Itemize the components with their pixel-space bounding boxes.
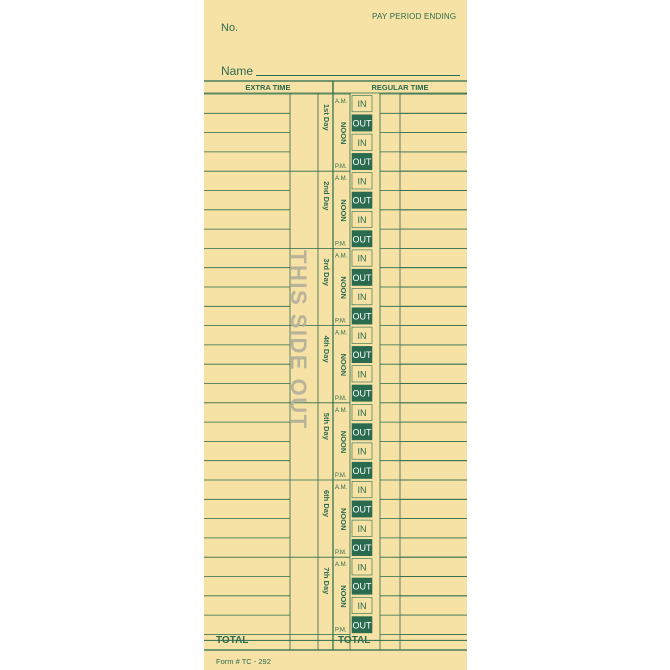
in-label: IN: [357, 523, 367, 534]
am-marker: A.M.: [335, 407, 348, 414]
out-label: OUT: [352, 427, 372, 438]
in-label: IN: [357, 176, 367, 187]
noon-marker: NOON: [339, 430, 348, 454]
day-label: 4th Day: [322, 335, 331, 363]
day-label: 6th Day: [322, 490, 331, 518]
out-label: OUT: [352, 543, 372, 554]
noon-marker: NOON: [339, 122, 348, 145]
day-label: 2nd Day: [322, 181, 331, 211]
in-label: IN: [357, 562, 367, 573]
out-label: OUT: [352, 157, 372, 168]
card-number-label: No.: [221, 22, 239, 34]
in-label: IN: [357, 253, 367, 264]
watermark-text: THIS SIDE OUT: [286, 250, 311, 430]
day-label: 5th Day: [322, 412, 331, 440]
out-label: OUT: [352, 118, 372, 129]
in-label: IN: [357, 214, 367, 225]
day-label: 3rd Day: [322, 258, 331, 286]
out-label: OUT: [352, 504, 372, 515]
form-number: Form # TC - 292: [216, 657, 271, 666]
in-label: IN: [357, 292, 367, 303]
noon-marker: NOON: [339, 276, 348, 299]
out-label: OUT: [352, 388, 372, 399]
regular-time-total-label: TOTAL: [338, 635, 371, 646]
day-label: 1st Day: [322, 104, 331, 131]
regular-time-header: REGULAR TIME: [371, 83, 429, 92]
pm-marker: P.M.: [335, 473, 347, 479]
name-label: Name: [221, 64, 254, 78]
time-grid: [204, 0, 467, 670]
out-label: OUT: [352, 465, 372, 476]
am-marker: A.M.: [335, 330, 348, 337]
out-label: OUT: [352, 195, 372, 206]
am-marker: A.M.: [335, 485, 348, 491]
noon-marker: NOON: [339, 508, 348, 531]
pm-marker: P.M.: [335, 318, 347, 325]
out-label: OUT: [352, 581, 372, 592]
out-label: OUT: [352, 350, 372, 361]
am-marker: A.M.: [335, 253, 348, 260]
pm-marker: P.M.: [335, 550, 347, 557]
am-marker: A.M.: [335, 176, 348, 183]
am-marker: A.M.: [335, 99, 348, 105]
in-label: IN: [357, 446, 367, 457]
in-label: IN: [357, 407, 367, 418]
day-label: 7th Day: [322, 567, 331, 595]
in-label: IN: [357, 99, 367, 110]
out-label: OUT: [352, 272, 372, 283]
in-label: IN: [357, 330, 367, 341]
noon-marker: NOON: [339, 353, 348, 377]
extra-time-header: EXTRA TIME: [245, 83, 291, 92]
in-label: IN: [357, 600, 367, 611]
noon-marker: NOON: [339, 199, 348, 222]
pm-marker: P.M.: [335, 241, 347, 248]
out-label: OUT: [352, 620, 372, 631]
extra-time-total-label: TOTAL: [216, 635, 249, 646]
pm-marker: P.M.: [335, 395, 347, 402]
pm-marker: P.M.: [335, 164, 347, 171]
in-label: IN: [357, 137, 367, 148]
am-marker: A.M.: [335, 562, 348, 569]
pay-period-ending-label: PAY PERIOD ENDING: [372, 12, 457, 21]
in-label: IN: [357, 369, 367, 380]
time-card: [204, 0, 467, 670]
out-label: OUT: [352, 311, 372, 322]
out-label: OUT: [352, 234, 372, 245]
noon-marker: NOON: [339, 585, 348, 608]
in-label: IN: [357, 485, 367, 496]
pm-marker: P.M.: [335, 627, 347, 634]
